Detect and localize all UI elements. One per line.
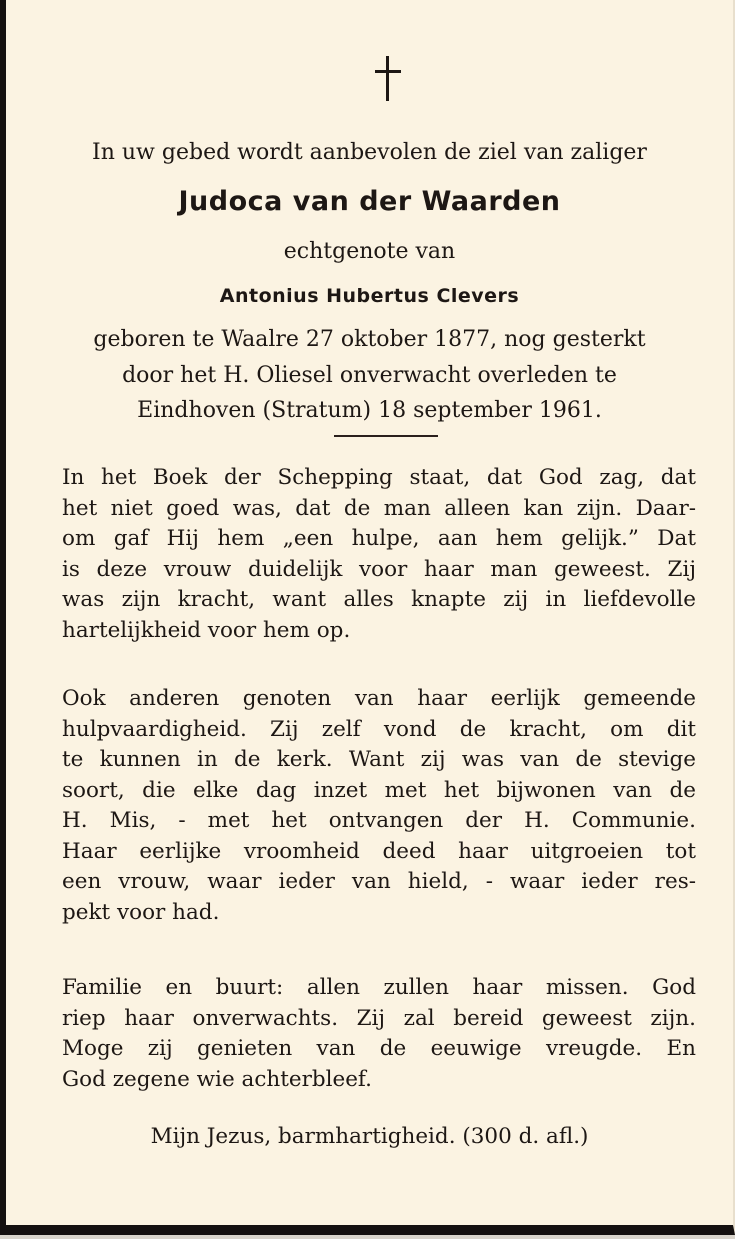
biography-line: geboren te Waalre 27 oktober 1877, nog gesterkt — [93, 327, 646, 352]
paragraph-line: het niet goed was, dat de man alleen kan zijn. Daar- — [62, 495, 696, 521]
paragraph-line: te kunnen in de kerk. Want zij was van de stevige — [62, 747, 696, 772]
deceased-name: Judoca van der Waarden — [178, 186, 561, 217]
paragraph-line: riep haar onverwachts. Zij zal bereid geweest zijn. — [62, 1005, 696, 1031]
relation-text: echtgenote van — [283, 239, 456, 264]
paragraph-line: God zegene wie achterbleef. — [62, 1066, 372, 1092]
paragraph-devotion — [62, 684, 696, 928]
closing-prayer: Mijn Jezus, barmhartigheid. (300 d. afl.) — [150, 1124, 589, 1149]
paragraph-line: Ook anderen genoten van haar eerlijk gemeende — [62, 686, 696, 711]
paragraph-farewell — [62, 973, 696, 1095]
biography-line: door het H. Oliesel onverwacht overleden te — [122, 363, 617, 388]
intro-text: In uw gebed wordt aanbevolen de ziel van zaliger — [92, 140, 647, 165]
paragraph-line: soort, die elke dag inzet met het bijwonen van de — [62, 777, 696, 803]
paragraph-line: Familie en buurt: allen zullen haar missen. God — [62, 975, 696, 1000]
paragraph-line: Moge zij genieten van de eeuwige vreugde. En — [62, 1036, 696, 1061]
paragraph-line: pekt voor had. — [62, 899, 220, 925]
paragraph-line: H. Mis, - met het ontvangen der H. Communie. — [62, 808, 696, 833]
paragraph-line: hulpvaardigheid. Zij zelf vond de kracht, om dit — [62, 716, 696, 742]
paragraph-line: een vrouw, waar ieder van hield, - waar ieder res- — [62, 869, 696, 894]
paragraph-creation — [62, 463, 696, 646]
paragraph-line: is deze vrouw duidelijk voor haar man geweest. Zij — [62, 556, 696, 582]
biography-line: Eindhoven (Stratum) 18 september 1961. — [137, 398, 602, 423]
cross-icon — [373, 56, 403, 102]
divider-line — [334, 435, 438, 437]
paragraph-line: In het Boek der Schepping staat, dat God zag, dat — [62, 465, 696, 490]
cross-vertical-bar — [386, 56, 389, 101]
cross-horizontal-bar — [375, 70, 401, 73]
paragraph-line: was zijn kracht, want alles knapte zij in liefdevolle — [62, 587, 696, 612]
paragraph-line: om gaf Hij hem „een hulpe, aan hem gelijk.” Dat — [62, 526, 696, 551]
paragraph-line: Haar eerlijke vroomheid deed haar uitgroeien tot — [62, 838, 696, 864]
spouse-name: Antonius Hubertus Clevers — [219, 285, 520, 307]
paragraph-line: hartelijkheid voor hem op. — [62, 617, 351, 643]
